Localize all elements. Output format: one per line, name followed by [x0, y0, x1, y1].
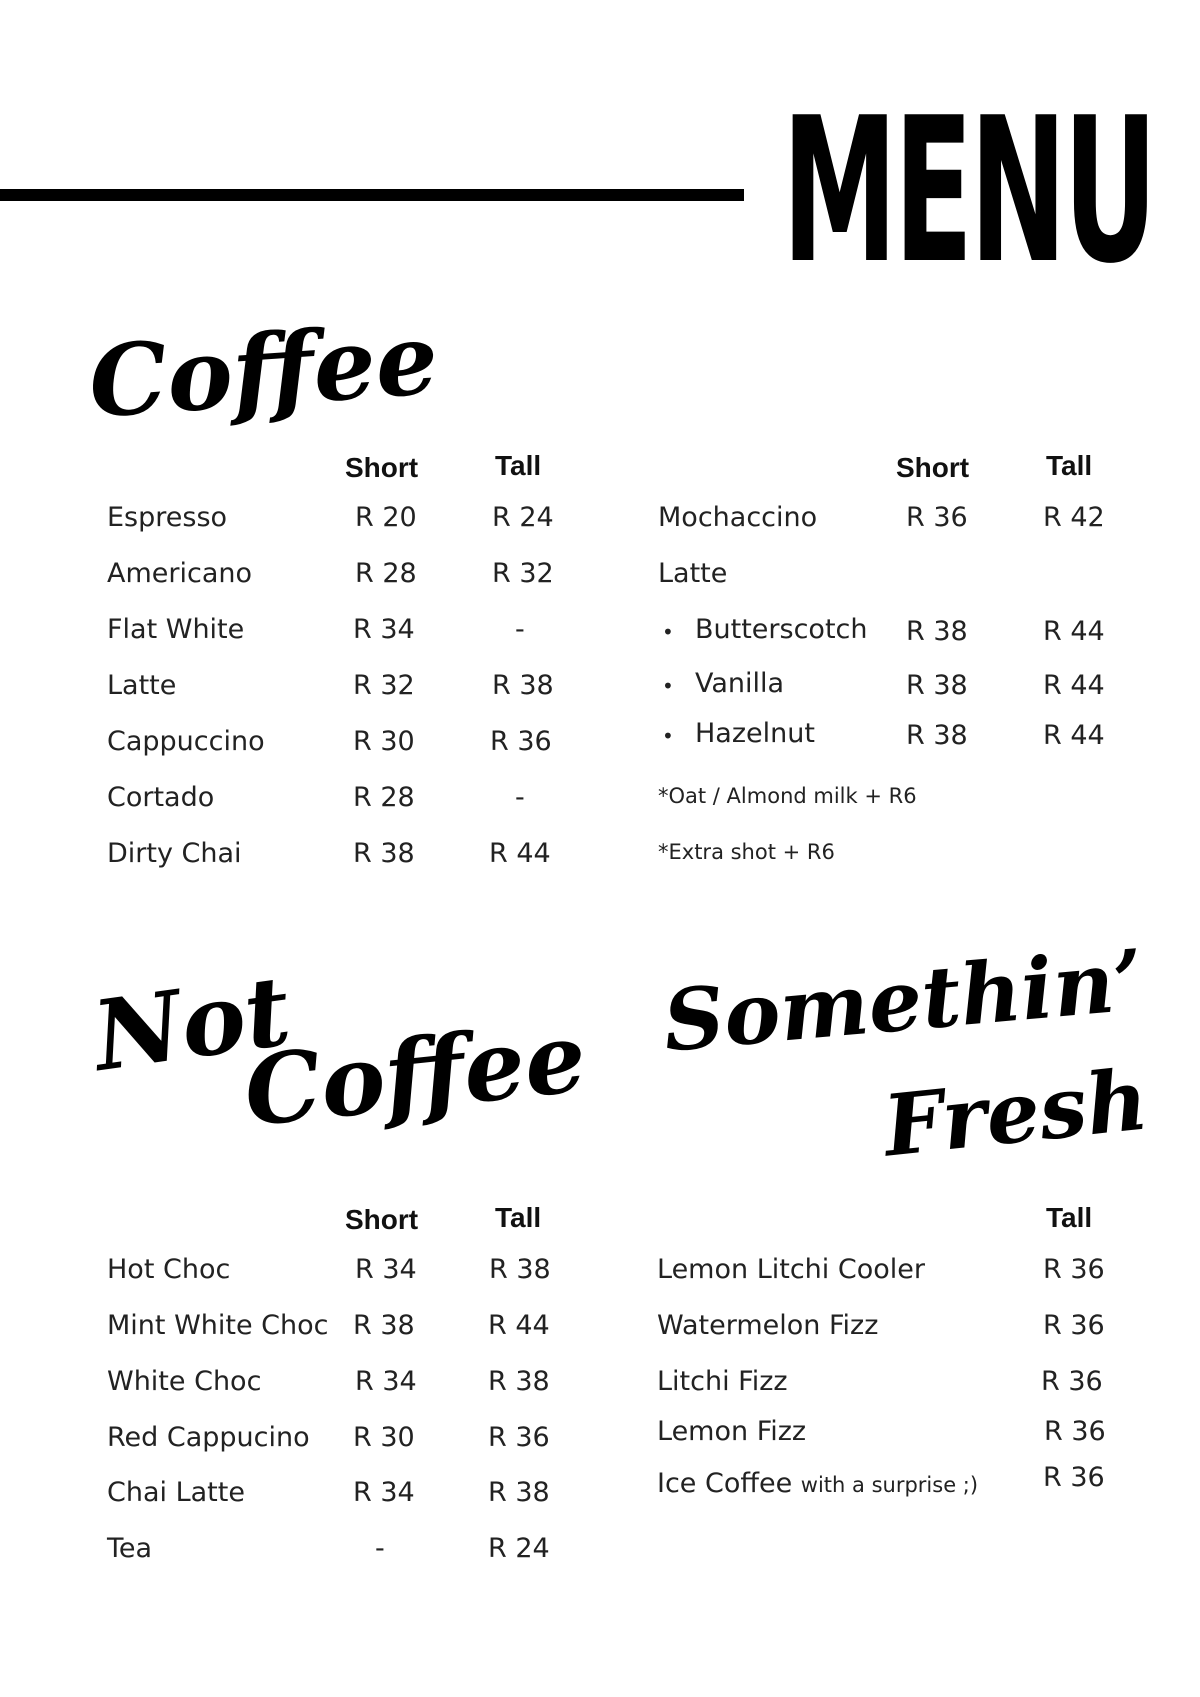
price-short: R 38 [353, 838, 415, 869]
item-name-suffix: with a surprise ;) [800, 1473, 979, 1497]
price-tall: - [515, 614, 525, 645]
menu-item [107, 1529, 567, 1569]
menu-item [107, 1250, 567, 1290]
bullet-icon: • [662, 724, 674, 748]
price-tall: R 44 [1043, 670, 1105, 701]
menu-item [657, 1306, 1117, 1346]
price-tall: R 36 [1043, 1254, 1105, 1285]
item-name: Dirty Chai [107, 838, 242, 869]
item-name: Butterscotch [695, 614, 868, 645]
price-tall: R 38 [492, 670, 554, 701]
price-short: R 38 [906, 616, 968, 647]
price-tall: R 36 [1041, 1366, 1103, 1397]
price-tall: R 32 [492, 558, 554, 589]
menu-item [657, 1464, 1117, 1504]
price-tall: R 24 [488, 1533, 550, 1564]
item-name: Cortado [107, 782, 215, 813]
menu-item [107, 1362, 567, 1402]
price-tall: R 44 [489, 838, 551, 869]
price-short: R 34 [353, 614, 415, 645]
price-short: R 20 [355, 502, 417, 533]
latte-flavour-item [662, 666, 1118, 706]
price-short: R 38 [906, 720, 968, 751]
price-short: R 34 [355, 1254, 417, 1285]
not-coffee-heading-2: Coffee [239, 1000, 591, 1149]
item-name: Latte [658, 558, 728, 589]
menu-item [107, 1306, 567, 1346]
fresh-heading-1: Somethin’ [659, 930, 1148, 1071]
price-short: R 34 [355, 1366, 417, 1397]
coffee-col-tall: Tall [495, 450, 542, 481]
price-tall: R 38 [488, 1477, 550, 1508]
menu-item [657, 1412, 1117, 1452]
price-short: R 30 [353, 1422, 415, 1453]
item-name: Lemon Litchi Cooler [657, 1254, 925, 1285]
price-tall: R 44 [1043, 720, 1105, 751]
item-name: Tea [107, 1533, 153, 1564]
price-tall: R 36 [488, 1422, 550, 1453]
not-coffee-col-short: Short [345, 1204, 419, 1235]
item-name: Flat White [107, 614, 245, 645]
menu-item [107, 666, 567, 706]
item-name [657, 1464, 978, 1505]
price-short: R 28 [353, 782, 415, 813]
price-tall: R 42 [1043, 502, 1105, 533]
item-name: Chai Latte [107, 1477, 245, 1508]
price-tall: R 38 [488, 1366, 550, 1397]
price-short: R 28 [355, 558, 417, 589]
coffee-heading: Coffee [85, 301, 442, 441]
price-short: R 32 [353, 670, 415, 701]
fresh-col-tall: Tall [1046, 1202, 1093, 1233]
item-name: White Choc [107, 1366, 262, 1397]
menu-item [107, 834, 567, 874]
item-name: Lemon Fizz [657, 1416, 807, 1447]
note-milk: *Oat / Almond milk + R6 [658, 784, 917, 808]
item-name-main: Ice Coffee [657, 1468, 793, 1499]
price-short: R 34 [353, 1477, 415, 1508]
note-extra-shot: *Extra shot + R6 [658, 840, 835, 864]
bullet-icon: • [662, 620, 674, 644]
coffee-right-col-tall: Tall [1046, 450, 1093, 481]
coffee-right-col-short: Short [896, 452, 970, 483]
price-tall: R 44 [488, 1310, 550, 1341]
title-rule [0, 189, 744, 201]
price-tall: R 38 [489, 1254, 551, 1285]
menu-item [107, 778, 567, 818]
menu-item [107, 722, 567, 762]
item-name: Watermelon Fizz [657, 1310, 879, 1341]
menu-item [107, 554, 567, 594]
price-short: - [375, 1533, 385, 1564]
price-tall: R 36 [490, 726, 552, 757]
item-name: Americano [107, 558, 253, 589]
item-name: Vanilla [695, 668, 785, 699]
menu-item [657, 1362, 1117, 1402]
menu-item [107, 1418, 567, 1458]
item-name: Hot Choc [107, 1254, 231, 1285]
price-tall: R 44 [1043, 616, 1105, 647]
latte-flavour-item [662, 612, 1118, 652]
price-tall: R 36 [1043, 1462, 1105, 1493]
menu-item [657, 1250, 1117, 1290]
price-tall: R 36 [1043, 1310, 1105, 1341]
item-name: Mint White Choc [107, 1310, 329, 1341]
item-name: Espresso [107, 502, 228, 533]
latte-group-label [658, 554, 1118, 594]
bullet-icon: • [662, 674, 674, 698]
price-short: R 36 [906, 502, 968, 533]
price-short: R 30 [353, 726, 415, 757]
item-name: Cappuccino [107, 726, 265, 757]
price-short: R 38 [353, 1310, 415, 1341]
item-name: Red Cappucino [107, 1422, 310, 1453]
price-tall: - [515, 782, 525, 813]
menu-item [107, 610, 567, 650]
menu-item [107, 498, 567, 538]
menu-item [107, 1473, 567, 1513]
latte-flavour-item [662, 716, 1118, 756]
menu-item-mochaccino [658, 498, 1118, 538]
not-coffee-col-tall: Tall [495, 1202, 542, 1233]
item-name: Latte [107, 670, 177, 701]
price-tall: R 24 [492, 502, 554, 533]
menu-title: MENU [782, 75, 1155, 308]
price-short: R 38 [906, 670, 968, 701]
coffee-col-short: Short [345, 452, 419, 483]
item-name: Litchi Fizz [657, 1366, 788, 1397]
price-tall: R 36 [1044, 1416, 1106, 1447]
item-name: Mochaccino [658, 502, 818, 533]
fresh-heading-2: Fresh [879, 1049, 1153, 1176]
not-coffee-heading-1: Not [86, 953, 297, 1093]
item-name: Hazelnut [695, 718, 815, 749]
